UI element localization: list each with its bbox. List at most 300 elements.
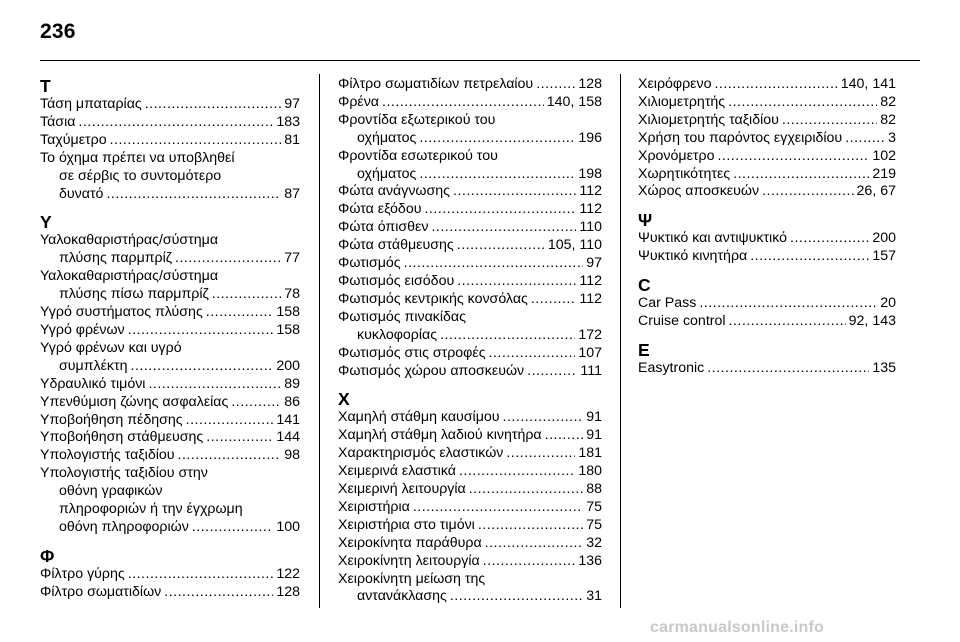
dot-leader <box>128 322 274 340</box>
entry-text: κυκλοφορίας <box>357 326 438 343</box>
entry-line <box>338 309 602 327</box>
entry-line <box>40 286 300 304</box>
entry-line <box>40 132 300 150</box>
index-entry <box>638 112 896 130</box>
section-letter: C <box>638 275 651 296</box>
entry-text: Φώτα όπισθεν <box>338 219 429 236</box>
entry-line <box>638 112 896 130</box>
entry-text: αντανάκλασης <box>357 588 447 605</box>
entry-line <box>638 248 896 266</box>
entry-text: Χωρητικότητες <box>638 165 731 182</box>
entry-page-number: 157 <box>872 248 896 265</box>
entry-page-number: 3 <box>888 129 896 146</box>
entry-line <box>338 291 602 309</box>
entry-text: Φωτισμός <box>338 255 401 272</box>
dot-leader <box>729 313 846 331</box>
entry-text: Χαμηλή στάθμη καυσίμου <box>338 409 500 426</box>
entry-text: Χειροκίνητη μείωση της <box>338 570 486 587</box>
section-letter: Τ <box>40 76 51 96</box>
dot-leader <box>164 584 273 602</box>
index-entry <box>40 114 300 132</box>
dot-leader <box>457 273 576 291</box>
index-entry <box>338 309 602 345</box>
entry-text: Φωτισμός εισόδου <box>338 272 455 289</box>
entry-text: Υγρό συστήματος πλύσης <box>40 304 203 321</box>
entry-text: πλύσης πίσω παρμπρίζ <box>59 286 209 303</box>
entry-line <box>338 427 602 445</box>
index-entry <box>338 535 602 553</box>
entry-text: οχήματος <box>357 165 417 182</box>
section-letter: Χ <box>338 389 350 410</box>
entry-page-number: 88 <box>586 481 602 498</box>
entry-text: Υδραυλικό τιμόνι <box>40 375 146 392</box>
header-rule <box>40 60 920 61</box>
index-section <box>638 210 896 266</box>
section-letter: Φ <box>40 545 55 566</box>
entry-text: Ταχύμετρο <box>40 131 107 148</box>
entry-line <box>40 168 300 186</box>
entry-text: οχήματος <box>357 129 417 146</box>
entry-text: Φώτα στάθμευσης <box>338 237 454 254</box>
entry-text: Φωτισμός στις στροφές <box>338 344 486 361</box>
entry-line <box>338 409 602 427</box>
entry-text: Υαλοκαθαριστήρας/σύστημα <box>40 232 219 249</box>
entry-text: οθόνη γραφικών <box>59 483 163 500</box>
entry-line <box>638 313 896 331</box>
dot-leader <box>382 94 544 112</box>
entry-line <box>338 535 602 553</box>
dot-leader <box>506 445 575 463</box>
index-section <box>638 76 896 201</box>
entry-page-number: 77 <box>284 250 300 267</box>
index-section <box>338 76 602 380</box>
section-letter: Υ <box>40 212 52 233</box>
entry-page-number: 105, 110 <box>547 237 602 254</box>
entry-text: Το όχημα πρέπει να υποβληθεί <box>40 149 235 166</box>
entry-text: Υγρό φρένων και υγρό <box>40 339 182 356</box>
index-entry <box>338 94 602 112</box>
entry-text: Τάση μπαταρίας <box>40 96 142 112</box>
index-entry <box>338 255 602 273</box>
index-entry <box>338 499 602 517</box>
column-divider <box>319 74 320 608</box>
entry-line <box>638 183 896 201</box>
entry-line <box>338 94 602 112</box>
entry-line <box>40 114 300 132</box>
dot-leader <box>424 201 576 219</box>
entry-text: Χειριστήρια <box>338 498 410 515</box>
entry-text: Φίλτρο σωματιδίων πετρελαίου <box>338 76 534 92</box>
entry-line <box>40 376 300 394</box>
entry-line <box>40 483 300 501</box>
entry-text: Τάσια <box>40 113 76 130</box>
entry-line <box>338 553 602 571</box>
entry-line <box>338 237 602 255</box>
entry-text: Χιλιομετρητής <box>638 93 726 110</box>
index-entry <box>638 360 896 378</box>
index-section <box>40 76 300 203</box>
entry-page-number: 91 <box>586 427 602 444</box>
index-section <box>40 212 300 536</box>
entry-text: Υποβοήθηση πέδησης <box>40 411 183 428</box>
entry-line <box>338 76 602 94</box>
dot-leader <box>489 345 576 363</box>
entry-text: Χειμερινή λειτουργία <box>338 481 466 498</box>
entry-line <box>40 566 300 584</box>
entry-page-number: 172 <box>578 326 602 343</box>
dot-leader <box>106 186 281 204</box>
dot-leader <box>707 360 869 378</box>
dot-leader <box>148 376 281 394</box>
entry-page-number: 128 <box>578 76 602 92</box>
dot-leader <box>485 535 584 553</box>
dot-leader <box>782 112 877 130</box>
entry-page-number: 98 <box>284 447 300 464</box>
index-entry <box>40 322 300 340</box>
entry-page-number: 135 <box>872 359 896 376</box>
entry-text: Χώρος αποσκευών <box>638 183 760 200</box>
entry-page-number: 219 <box>872 165 896 182</box>
dot-leader <box>531 291 577 309</box>
entry-text: Χειμερινά ελαστικά <box>338 463 456 480</box>
entry-line <box>338 112 602 130</box>
entry-page-number: 158 <box>276 304 300 321</box>
index-entry <box>338 409 602 427</box>
dot-leader <box>527 363 577 381</box>
entry-line <box>638 94 896 112</box>
dot-leader <box>450 588 583 606</box>
entry-line <box>40 465 300 483</box>
index-entry <box>638 130 896 148</box>
entry-line <box>338 201 602 219</box>
dot-leader <box>459 463 575 481</box>
index-entry <box>40 376 300 394</box>
dot-leader <box>175 250 281 268</box>
column-divider <box>620 74 621 608</box>
index-entry <box>338 76 602 94</box>
entry-page-number: 107 <box>578 344 602 361</box>
dot-leader <box>413 499 583 517</box>
index-entry <box>338 237 602 255</box>
entry-line <box>40 96 300 114</box>
index-entry <box>40 232 300 268</box>
entry-page-number: 200 <box>872 230 896 247</box>
entry-line <box>40 358 300 376</box>
entry-page-number: 198 <box>578 165 602 182</box>
entry-page-number: 100 <box>276 518 300 535</box>
entry-line <box>338 499 602 517</box>
index-entry <box>338 463 602 481</box>
index-entry <box>40 96 300 114</box>
entry-page-number: 110 <box>579 219 602 236</box>
index-section <box>40 546 300 602</box>
entry-page-number: 87 <box>284 185 300 202</box>
entry-line <box>40 584 300 602</box>
entry-line <box>40 250 300 268</box>
dot-leader <box>404 255 584 273</box>
entry-page-number: 78 <box>284 286 300 303</box>
dot-leader <box>128 566 274 584</box>
entry-text: Φωτισμός κεντρικής κονσόλας <box>338 290 528 307</box>
index-entry <box>40 340 300 376</box>
dot-leader <box>231 394 281 412</box>
entry-text: Χειροκίνητη λειτουργία <box>338 552 480 569</box>
entry-line <box>40 447 300 465</box>
index-entry <box>338 291 602 309</box>
entry-line <box>40 268 300 286</box>
entry-line <box>338 148 602 166</box>
dot-leader <box>790 230 869 248</box>
entry-page-number: 122 <box>276 565 300 582</box>
entry-page-number: 82 <box>880 111 896 128</box>
dot-leader <box>750 248 869 266</box>
dot-leader <box>453 183 576 201</box>
entry-page-number: 75 <box>586 516 602 533</box>
entry-line <box>338 463 602 481</box>
index-entry <box>338 517 602 535</box>
index-entry <box>40 150 300 204</box>
entry-line <box>638 148 896 166</box>
index-entry <box>40 584 300 602</box>
dot-leader <box>714 76 837 94</box>
entry-line <box>638 230 896 248</box>
entry-line <box>40 501 300 519</box>
dot-leader <box>78 114 273 132</box>
entry-line <box>338 255 602 273</box>
dot-leader <box>178 447 282 465</box>
entry-line <box>338 183 602 201</box>
index-section <box>638 340 896 378</box>
page-number: 236 <box>40 20 76 43</box>
entry-text: πληροφοριών ή την έγχρωμη <box>59 501 243 518</box>
dot-leader <box>545 427 584 445</box>
entry-line <box>40 340 300 358</box>
entry-text: Υποβοήθηση στάθμευσης <box>40 429 204 446</box>
entry-page-number: 75 <box>586 498 602 515</box>
entry-text: Car Pass <box>638 295 697 312</box>
index-entry <box>338 427 602 445</box>
entry-line <box>40 186 300 204</box>
entry-line <box>40 232 300 250</box>
entry-line <box>40 150 300 168</box>
entry-page-number: 128 <box>276 583 300 600</box>
entry-line <box>40 429 300 447</box>
entry-page-number: 112 <box>579 290 602 307</box>
entry-text: Φώτα ανάγνωσης <box>338 183 450 200</box>
index-entry <box>638 313 896 331</box>
dot-leader <box>419 130 575 148</box>
index-entry <box>40 412 300 430</box>
entry-line <box>638 76 896 94</box>
entry-line <box>40 394 300 412</box>
entry-page-number: 144 <box>276 429 300 446</box>
entry-text: Υπολογιστής ταξιδίου <box>40 447 175 464</box>
entry-line <box>338 273 602 291</box>
index-entry <box>40 132 300 150</box>
index-entry <box>338 112 602 148</box>
entry-text: Χαρακτηρισμός ελαστικών <box>338 445 504 462</box>
entry-page-number: 136 <box>578 552 602 569</box>
index-section <box>638 275 896 331</box>
entry-line <box>338 363 602 381</box>
entry-page-number: 102 <box>872 147 896 164</box>
entry-line <box>638 166 896 184</box>
index-column-3 <box>638 76 896 378</box>
entry-page-number: 112 <box>579 201 602 218</box>
entry-line <box>40 412 300 430</box>
entry-page-number: 140, 158 <box>546 93 602 110</box>
index-entry <box>638 76 896 94</box>
index-entry <box>638 295 896 313</box>
section-letter: E <box>638 339 650 360</box>
entry-line <box>40 519 300 537</box>
index-entry <box>338 219 602 237</box>
dot-leader <box>131 358 274 376</box>
entry-text: σε σέρβις το συντομότερο <box>59 167 222 184</box>
entry-text: Φροντίδα εξωτερικού του <box>338 111 496 128</box>
entry-line <box>338 219 602 237</box>
entry-line <box>338 588 602 606</box>
index-entry <box>338 363 602 381</box>
entry-page-number: 97 <box>284 96 300 112</box>
dot-leader <box>699 295 877 313</box>
dot-leader <box>206 304 274 322</box>
entry-page-number: 111 <box>580 362 602 379</box>
entry-page-number: 32 <box>586 534 602 551</box>
index-section <box>338 389 602 606</box>
entry-page-number: 81 <box>284 131 300 148</box>
entry-page-number: 82 <box>880 93 896 110</box>
index-entry <box>40 394 300 412</box>
index-entry <box>40 304 300 322</box>
entry-page-number: 112 <box>579 183 602 200</box>
entry-page-number: 26, 67 <box>856 183 896 200</box>
entry-text: Φωτισμός πινακίδας <box>338 308 466 325</box>
entry-text: Φρένα <box>338 93 380 110</box>
index-column-2 <box>338 76 602 606</box>
index-entry <box>338 571 602 607</box>
entry-page-number: 158 <box>276 321 300 338</box>
index-entry <box>338 445 602 463</box>
entry-text: Χαμηλή στάθμη λαδιού κινητήρα <box>338 427 542 444</box>
entry-line <box>338 481 602 499</box>
entry-text: Χειροκίνητα παράθυρα <box>338 534 482 551</box>
entry-text: Χειριστήρια στο τιμόνι <box>338 516 475 533</box>
entry-text: Χρήση του παρόντος εγχειριδίου <box>638 129 843 146</box>
dot-leader <box>431 219 576 237</box>
entry-text: οθόνη πληροφοριών <box>59 518 189 535</box>
entry-page-number: 141 <box>276 411 300 428</box>
dot-leader <box>457 237 545 255</box>
entry-line <box>40 322 300 340</box>
entry-text: Χειρόφρενο <box>638 76 712 92</box>
entry-page-number: 180 <box>578 463 602 480</box>
dot-leader <box>206 429 273 447</box>
entry-page-number: 140, 141 <box>840 76 896 92</box>
entry-text: συμπλέκτη <box>59 357 128 374</box>
dot-leader <box>717 148 869 166</box>
entry-text: πλύσης παρμπρίζ <box>59 250 173 267</box>
dot-leader <box>845 130 885 148</box>
entry-page-number: 20 <box>880 295 896 312</box>
index-entry <box>638 183 896 201</box>
entry-line <box>338 571 602 589</box>
entry-page-number: 86 <box>284 393 300 410</box>
index-entry <box>40 447 300 465</box>
index-entry <box>40 465 300 537</box>
entry-text: Φώτα εξόδου <box>338 201 422 218</box>
entry-text: Φροντίδα εσωτερικού του <box>338 147 498 164</box>
dot-leader <box>192 519 274 537</box>
index-entry <box>638 166 896 184</box>
entry-text: δυνατό <box>59 185 104 202</box>
index-entry <box>338 183 602 201</box>
index-entry <box>638 148 896 166</box>
entry-text: Υγρό φρένων <box>40 321 125 338</box>
entry-page-number: 196 <box>578 129 602 146</box>
dot-leader <box>536 76 575 94</box>
entry-text: Χρονόμετρο <box>638 147 715 164</box>
entry-page-number: 91 <box>586 409 602 426</box>
index-entry <box>40 268 300 304</box>
index-entry <box>338 553 602 571</box>
dot-leader <box>503 409 584 427</box>
index-entry <box>338 201 602 219</box>
entry-page-number: 181 <box>578 445 602 462</box>
dot-leader <box>212 286 281 304</box>
entry-line <box>638 295 896 313</box>
index-entry <box>40 566 300 584</box>
entry-text: Cruise control <box>638 313 726 330</box>
entry-text: Φίλτρο γύρης <box>40 565 125 582</box>
entry-page-number: 89 <box>284 375 300 392</box>
dot-leader <box>419 166 575 184</box>
dot-leader <box>728 94 877 112</box>
index-entry <box>338 481 602 499</box>
index-entry <box>40 429 300 447</box>
watermark: carmanualsonline.info <box>650 619 825 636</box>
index-entry <box>338 273 602 291</box>
index-entry <box>638 248 896 266</box>
dot-leader <box>469 481 583 499</box>
entry-line <box>338 345 602 363</box>
entry-text: Υπολογιστής ταξιδίου στην <box>40 465 208 482</box>
entry-text: Χιλιομετρητής ταξιδίου <box>638 111 779 128</box>
entry-text: Ψυκτικό και αντιψυκτικό <box>638 230 788 247</box>
dot-leader <box>483 553 576 571</box>
entry-line <box>40 304 300 322</box>
entry-page-number: 200 <box>276 357 300 374</box>
entry-line <box>638 130 896 148</box>
entry-line <box>638 360 896 378</box>
entry-text: Υαλοκαθαριστήρας/σύστημα <box>40 268 219 285</box>
index-entry <box>638 230 896 248</box>
index-entry <box>638 94 896 112</box>
entry-text: Ψυκτικό κινητήρα <box>638 248 748 265</box>
section-letter: Ψ <box>638 210 653 231</box>
entry-line <box>338 445 602 463</box>
entry-text: Υπενθύμιση ζώνης ασφαλείας <box>40 393 229 410</box>
entry-page-number: 92, 143 <box>848 313 896 330</box>
entry-line <box>338 130 602 148</box>
entry-text: Φίλτρο σωματιδίων <box>40 583 162 600</box>
entry-line <box>338 517 602 535</box>
dot-leader <box>110 132 282 150</box>
entry-page-number: 97 <box>586 255 602 272</box>
index-entry <box>338 148 602 184</box>
entry-text: Φωτισμός χώρου αποσκευών <box>338 362 525 379</box>
entry-text: Easytronic <box>638 359 705 376</box>
